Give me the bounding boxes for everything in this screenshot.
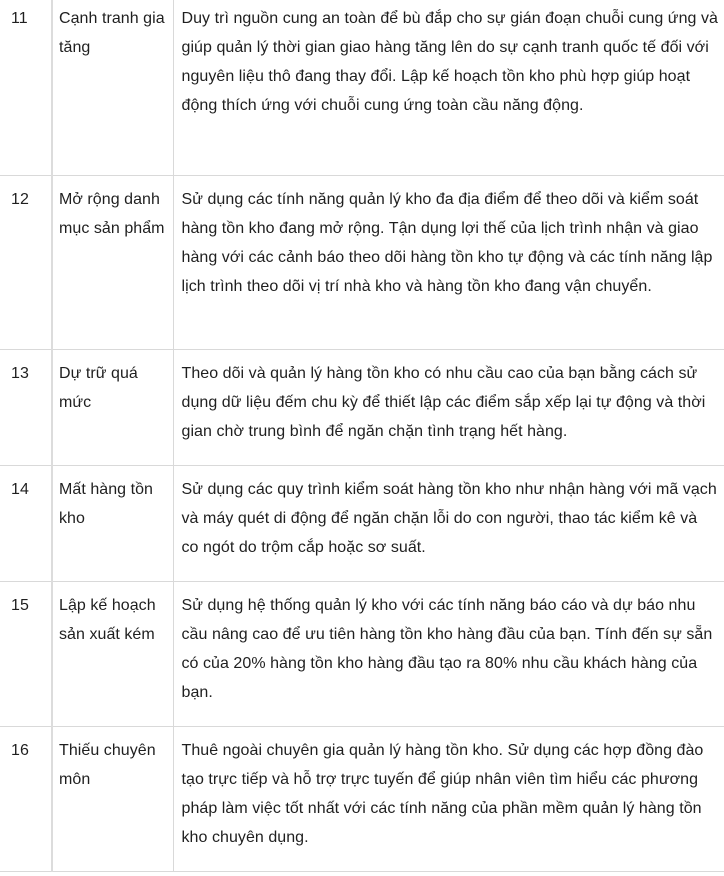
challenge-cell: [52, 350, 173, 466]
solution-cell: [173, 0, 724, 176]
table-row: [0, 0, 724, 176]
solution-cell: [173, 727, 724, 872]
solution-text: Sử dụng các quy trình kiểm soát hàng tồn kho như nhận hàng với mã vạch và máy quét di động để ngăn chặn lỗi do con người, thao tác kiểm kê và co ngót do trộm cắp hoặc sơ suất.: [181, 481, 717, 556]
row-number: 13: [11, 365, 29, 382]
solution-cell: [173, 350, 724, 466]
row-number-cell: [0, 0, 52, 176]
challenge-text: Lập kế hoạch sản xuất kém: [59, 597, 156, 643]
solution-cell: [173, 176, 724, 350]
table-row: [0, 350, 724, 466]
solution-cell: [173, 466, 724, 582]
row-number: 11: [11, 10, 28, 27]
challenge-cell: [52, 0, 173, 176]
challenge-cell: [52, 176, 173, 350]
challenge-cell: [52, 466, 173, 582]
solution-text: Theo dõi và quản lý hàng tồn kho có nhu cầu cao của bạn bằng cách sử dụng dữ liệu đếm chu kỳ để thiết lập các điểm sắp xếp lại tự động và thời gian chờ trung bình để ngăn chặn tình trạng hết hàng.: [181, 365, 706, 440]
solution-text: Sử dụng hệ thống quản lý kho với các tính năng báo cáo và dự báo nhu cầu nâng cao để ưu tiên hàng tồn kho hàng đầu của bạn. Tính đến sự sẵn có của 20% hàng tồn kho hàng đầu tạo ra 80% nhu cầu khách hàng của bạn.: [181, 597, 713, 701]
row-number: 12: [11, 191, 29, 208]
row-number-cell: [0, 176, 52, 350]
row-number-cell: [0, 582, 52, 727]
row-number: 15: [11, 597, 29, 614]
row-number: 16: [11, 742, 29, 759]
challenge-text: Dự trữ quá mức: [59, 365, 138, 411]
table-row: [0, 466, 724, 582]
solution-text: Sử dụng các tính năng quản lý kho đa địa điểm để theo dõi và kiểm soát hàng tồn kho đang mở rộng. Tận dụng lợi thế của lịch trình nhận và giao hàng với các cảnh báo theo dõi hàng tồn kho tự động và các tính năng lập lịch trình theo dõi vị trí nhà kho và hàng tồn kho đang vận chuyển.: [181, 191, 713, 295]
table-row: [0, 176, 724, 350]
challenge-text: Thiếu chuyên môn: [59, 742, 156, 788]
challenge-text: Mất hàng tồn kho: [59, 481, 153, 527]
table-row: [0, 582, 724, 727]
row-number-cell: [0, 350, 52, 466]
challenge-text: Cạnh tranh gia tăng: [59, 10, 165, 56]
challenge-text: Mở rộng danh mục sản phẩm: [59, 191, 165, 237]
solution-cell: [173, 582, 724, 727]
solution-text: Duy trì nguồn cung an toàn để bù đắp cho sự gián đoạn chuỗi cung ứng và giúp quản lý thời gian giao hàng tăng lên do sự cạnh tranh quốc tế đối với nguyên liệu thô đang thay đổi. Lập kế hoạch tồn kho phù hợp giúp hoạt động thích ứng với chuỗi cung ứng toàn cầu năng động.: [181, 10, 718, 114]
row-number-cell: [0, 466, 52, 582]
challenge-cell: [52, 727, 173, 872]
row-number-cell: [0, 727, 52, 872]
table-row: [0, 727, 724, 872]
solution-text: Thuê ngoài chuyên gia quản lý hàng tồn kho. Sử dụng các hợp đồng đào tạo trực tiếp và hỗ trợ trực tuyến để giúp nhân viên tìm hiểu các phương pháp làm việc tốt nhất với các tính năng của phần mềm quản lý hàng tồn kho chuyên dụng.: [181, 742, 704, 846]
challenge-cell: [52, 582, 173, 727]
row-number: 14: [11, 481, 29, 498]
